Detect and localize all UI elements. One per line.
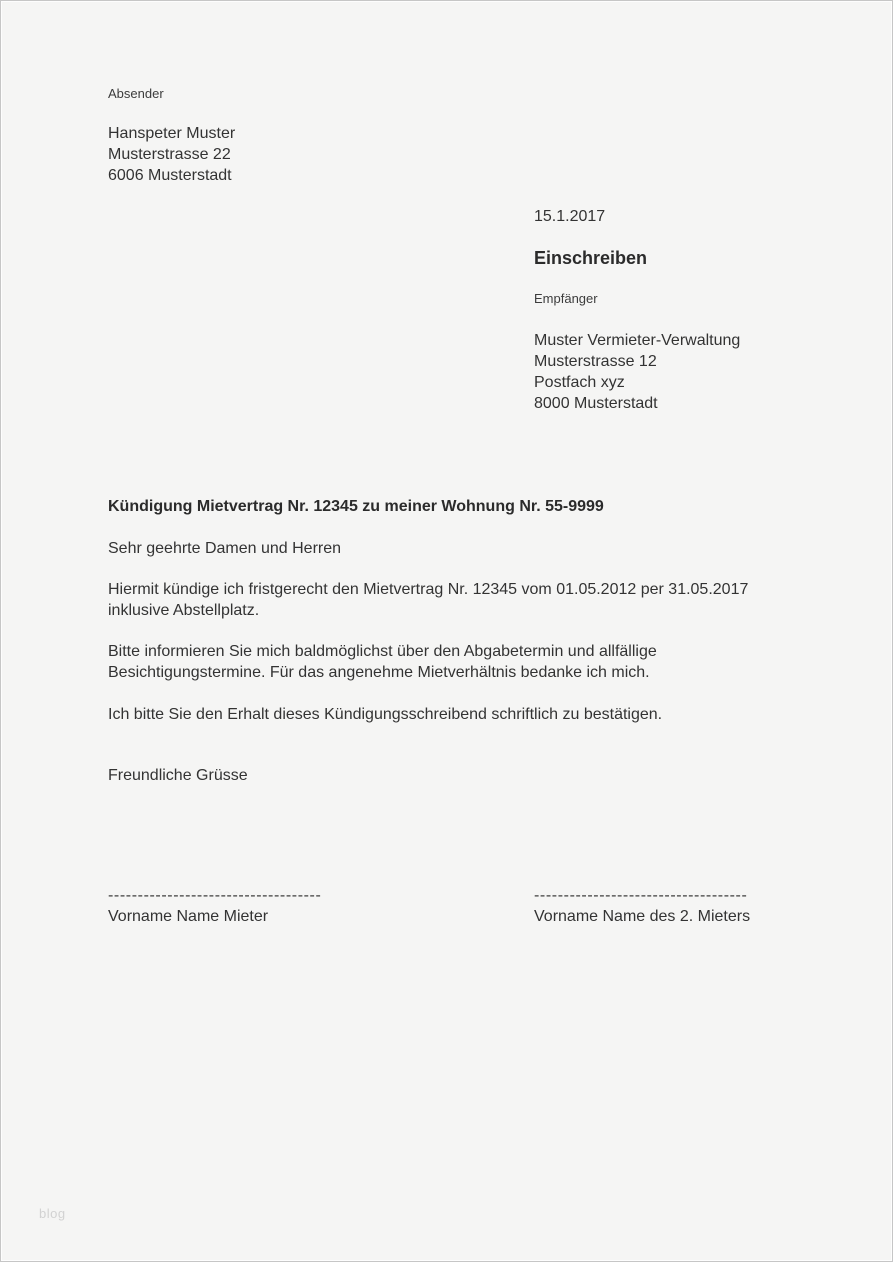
salutation: Sehr geehrte Damen und Herren — [108, 540, 342, 557]
body-paragraph: Bitte informieren Sie mich baldmöglichst über den Abgabetermin und allfällige Besichtigungstermine. Für das angenehme Mietverhältnis bedanke ich mich. — [108, 643, 657, 681]
sender-label: Absender — [108, 86, 164, 101]
body-paragraph: Ich bitte Sie den Erhalt dieses Kündigungsschreibend schriftlich zu bestätigen. — [108, 706, 663, 723]
sender-street: Musterstrasse 22 — [108, 146, 231, 163]
recipient-name: Muster Vermieter-Verwaltung — [534, 332, 741, 349]
body-paragraph: Hiermit kündige ich fristgerecht den Mietvertrag Nr. 12345 vom 01.05.2012 per 31.05.2017 inklusive Abstellplatz. — [108, 581, 749, 619]
letter-date: 15.1.2017 — [534, 208, 606, 225]
recipient-label: Empfänger — [534, 291, 598, 306]
closing: Freundliche Grüsse — [108, 767, 248, 784]
watermark-text: blog — [39, 1206, 66, 1221]
signature-line: ------------------------------------ — [108, 887, 322, 904]
signature-block-tenant — [108, 885, 321, 927]
sender-name: Hanspeter Muster — [108, 125, 236, 142]
subject-line: Kündigung Mietvertrag Nr. 12345 zu meiner Wohnung Nr. 55-9999 — [108, 498, 604, 515]
delivery-mode: Einschreiben — [534, 248, 648, 268]
signature-name: Vorname Name Mieter — [108, 908, 269, 925]
recipient-street: Musterstrasse 12 — [534, 353, 657, 370]
signature-block-second-tenant — [534, 885, 750, 927]
signature-name: Vorname Name des 2. Mieters — [534, 908, 751, 925]
recipient-city: 8000 Musterstadt — [534, 395, 658, 412]
recipient-address-block — [534, 330, 740, 414]
signature-line: ------------------------------------ — [534, 887, 748, 904]
sender-address-block — [108, 123, 235, 186]
recipient-pobox: Postfach xyz — [534, 374, 625, 391]
sender-city: 6006 Musterstadt — [108, 167, 232, 184]
